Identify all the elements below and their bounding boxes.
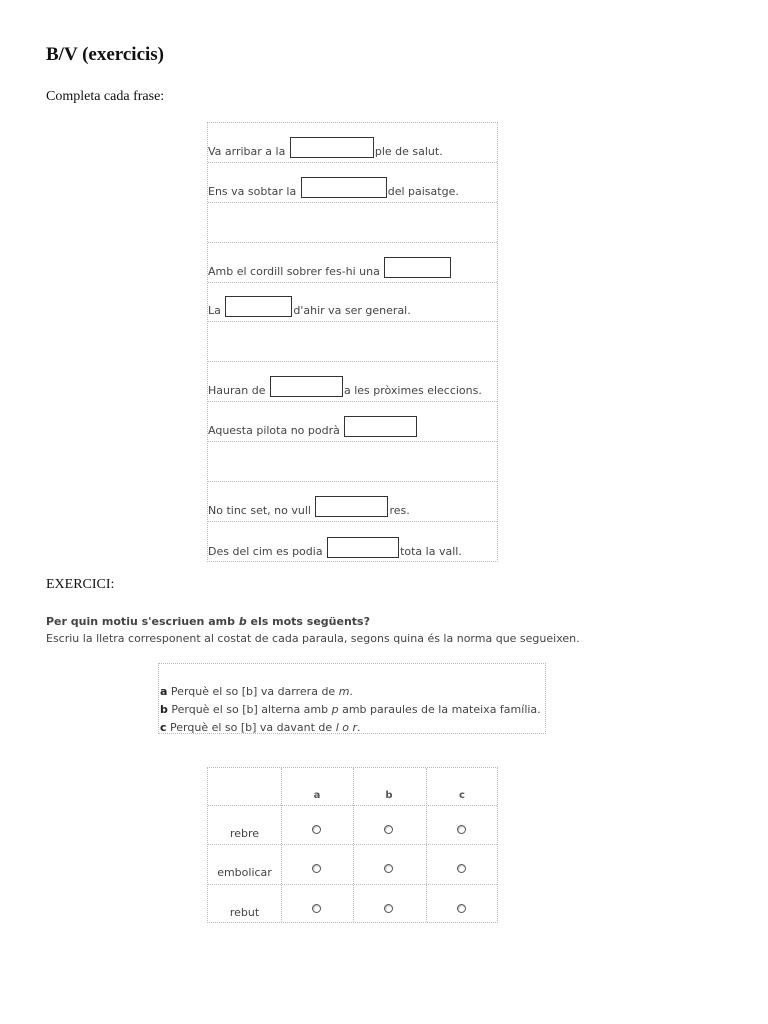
sentence-before: La — [208, 304, 225, 318]
row-label-embolicar: embolicar — [217, 866, 272, 879]
radio-rebre-a[interactable] — [312, 825, 321, 834]
sentence-row — [208, 402, 497, 442]
sentence-row — [208, 522, 497, 562]
grid-column-divider — [426, 768, 427, 922]
sentence-text — [208, 296, 411, 317]
sentence-before: Hauran de — [208, 384, 269, 398]
answer-blank-input[interactable] — [290, 137, 374, 158]
radio-rebre-b[interactable] — [384, 825, 393, 834]
rule-key: b — [160, 703, 168, 716]
sentence-before: Aquesta pilota no podrà — [208, 424, 344, 438]
rules-box — [158, 663, 546, 734]
sentence-before: Des del cim es podia — [208, 544, 327, 558]
rule-emphasis: l o r — [335, 721, 357, 734]
sentence-row — [208, 283, 497, 323]
radio-embolicar-a[interactable] — [312, 864, 321, 873]
answer-blank-input[interactable] — [344, 416, 417, 437]
sentence-after: tota la vall. — [400, 544, 462, 558]
spacer-row — [208, 323, 497, 363]
sentence-text — [208, 537, 462, 558]
question-heading — [46, 615, 370, 628]
sentence-text — [208, 177, 459, 198]
sentence-text — [208, 137, 443, 158]
answer-grid — [207, 767, 498, 923]
radio-embolicar-b[interactable] — [384, 864, 393, 873]
sentence-text — [208, 496, 410, 517]
radio-rebut-c[interactable] — [457, 904, 466, 913]
grid-row-divider — [208, 844, 497, 845]
radio-rebre-c[interactable] — [457, 825, 466, 834]
sentence-text — [208, 376, 482, 397]
rule-a — [160, 683, 545, 701]
row-label-rebre: rebre — [229, 827, 260, 840]
question-letter: b — [238, 615, 247, 628]
answer-blank-input[interactable] — [225, 296, 292, 317]
answer-blank-input[interactable] — [301, 177, 387, 198]
sentence-text — [208, 257, 452, 278]
rule-text: Perquè el so [b] alterna amb — [167, 703, 332, 716]
question-post: els mots següents? — [246, 615, 370, 628]
radio-rebut-a[interactable] — [312, 904, 321, 913]
sentence-row — [208, 482, 497, 522]
answer-blank-input[interactable] — [270, 376, 343, 397]
sentence-row — [208, 163, 497, 203]
column-header-a: a — [313, 790, 321, 801]
sentence-before: No tinc set, no vull — [208, 503, 315, 517]
grid-column-divider — [281, 768, 282, 922]
sentence-after: res. — [389, 503, 410, 517]
sentence-before: Va arribar a la — [208, 144, 289, 158]
answer-blank-input[interactable] — [315, 496, 388, 517]
rule-c — [160, 719, 545, 737]
sentence-before: Amb el cordill sobrer fes-hi una — [208, 264, 384, 278]
radio-rebut-b[interactable] — [384, 904, 393, 913]
spacer-row — [208, 442, 497, 482]
answer-blank-input[interactable] — [384, 257, 451, 278]
radio-embolicar-c[interactable] — [457, 864, 466, 873]
column-header-b: b — [385, 790, 393, 801]
rule-key: a — [160, 685, 168, 698]
rule-b — [160, 701, 545, 719]
page-title: B/V (exercicis) — [46, 44, 165, 65]
answer-blank-input[interactable] — [327, 537, 399, 558]
rule-text-end: . — [349, 685, 353, 698]
sentence-text — [208, 416, 418, 437]
rule-key: c — [160, 721, 167, 734]
rule-emphasis: m — [338, 685, 350, 698]
row-label-rebut: rebut — [229, 906, 260, 919]
column-header-c: c — [459, 790, 465, 801]
sentence-after: ple de salut. — [374, 144, 443, 158]
intro-text: Completa cada frase: — [46, 89, 165, 104]
rule-text: Perquè el so [b] va darrera de — [167, 685, 339, 698]
rule-emphasis: p — [331, 703, 339, 716]
exercici-label: EXERCICI: — [46, 577, 115, 592]
grid-row-divider — [208, 884, 497, 885]
grid-column-divider — [353, 768, 354, 922]
sentence-before: Ens va sobtar la — [208, 184, 300, 198]
rule-text-end: amb paraules de la mateixa família. — [338, 703, 541, 716]
sentence-after: a les pròximes eleccions. — [343, 384, 482, 398]
instruction-text: Escriu la lletra corresponent al costat de cada paraula, segons quina és la norma que segueixen. — [46, 632, 580, 645]
fill-in-table — [207, 122, 498, 562]
grid-row-divider — [208, 805, 497, 806]
sentence-row — [208, 362, 497, 402]
rule-text: Perquè el so [b] va davant de — [166, 721, 336, 734]
spacer-row — [208, 203, 497, 243]
question-pre: Per quin motiu s'escriuen amb — [46, 615, 239, 628]
sentence-row — [208, 123, 497, 163]
rule-text-end: . — [357, 721, 361, 734]
sentence-after: d'ahir va ser general. — [293, 304, 411, 318]
sentence-after: del paisatge. — [387, 184, 459, 198]
sentence-row — [208, 243, 497, 283]
